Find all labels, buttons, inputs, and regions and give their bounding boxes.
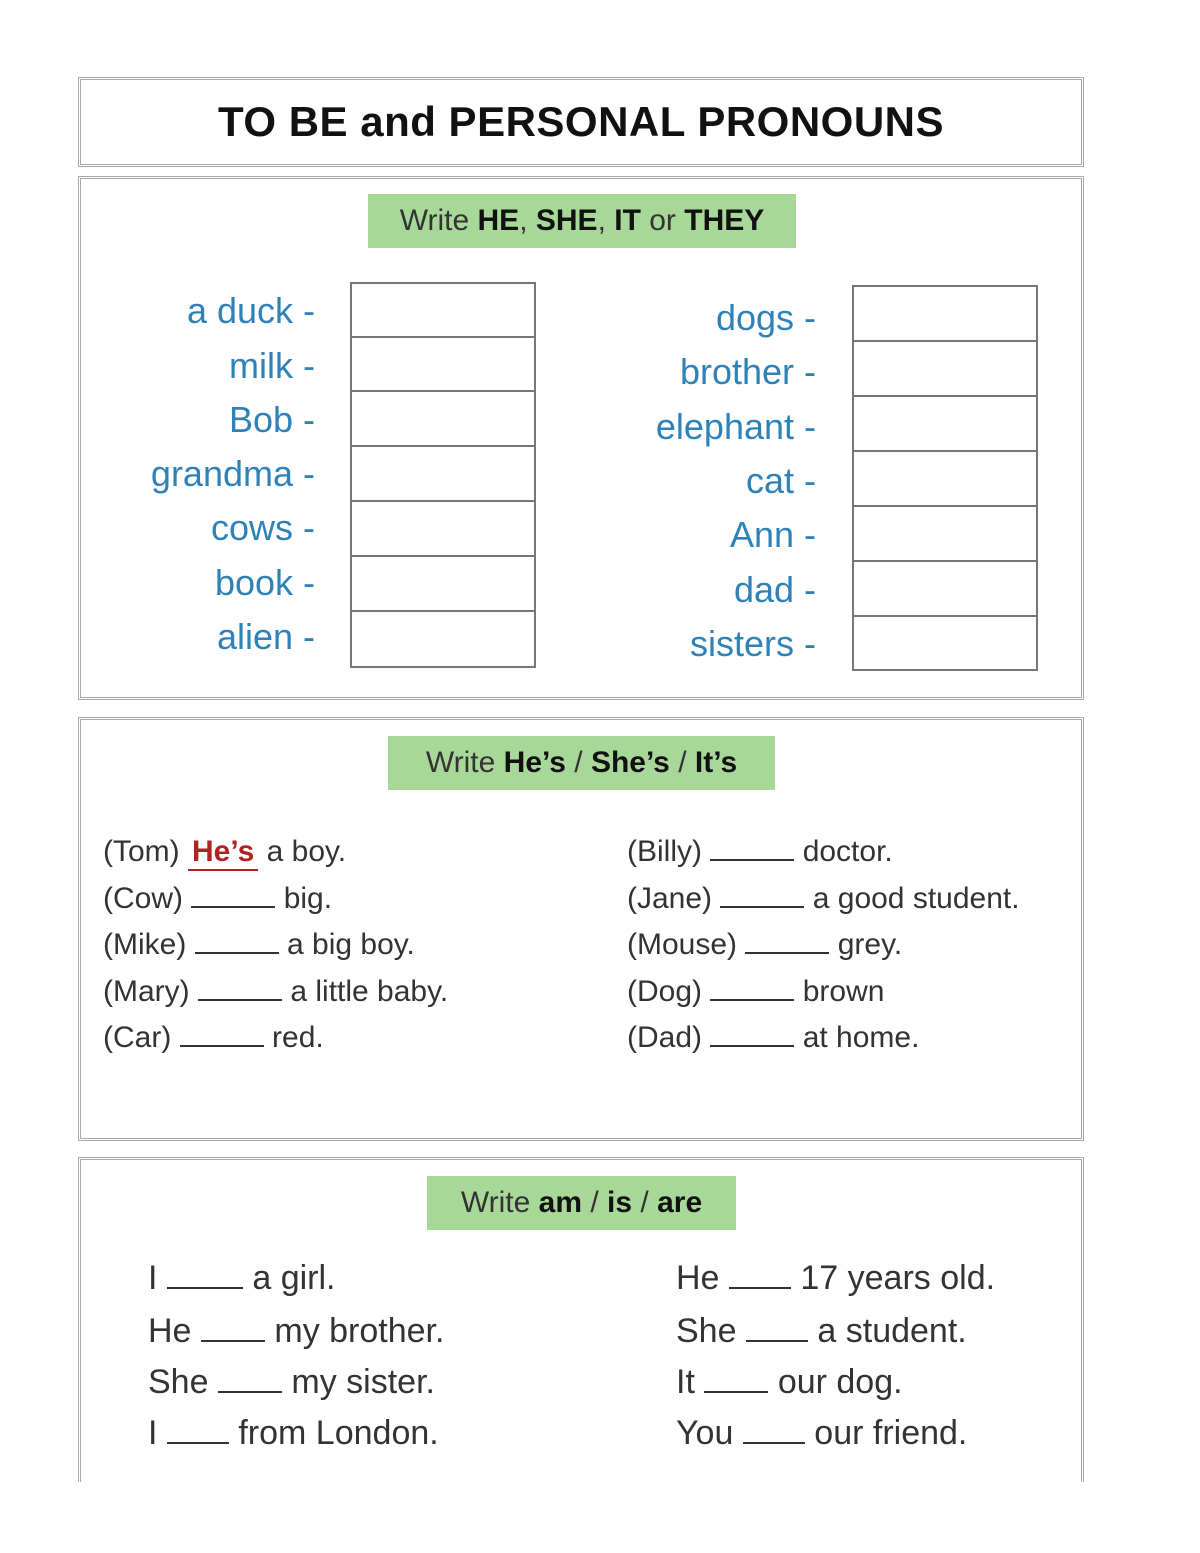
answer-blank[interactable] <box>720 906 804 908</box>
exercise3-left-2 <box>148 1312 444 1351</box>
sentence-rest: a boy. <box>266 835 347 868</box>
sentence-rest: our friend. <box>814 1414 968 1452</box>
exercise3-left-1 <box>148 1259 336 1298</box>
subject: (Dad) <box>627 1021 703 1054</box>
word-right-7: sisters - <box>690 623 816 664</box>
sentence-rest: red. <box>272 1021 324 1054</box>
answer-box-right-6[interactable] <box>852 560 1038 617</box>
section1-instruction: Write HE , SHE , IT or THEY <box>368 194 796 248</box>
example-answer: He’s <box>188 835 258 871</box>
word-left-5: cows - <box>210 507 315 548</box>
sentence-rest: a little baby. <box>290 975 449 1008</box>
subject: She <box>676 1312 737 1350</box>
answer-box-left-4[interactable] <box>350 445 536 502</box>
answer-blank[interactable] <box>746 1340 808 1342</box>
answer-box-left-7[interactable] <box>350 610 536 668</box>
exercise3-right-4 <box>676 1414 967 1453</box>
word-left-1: a duck - <box>186 290 315 331</box>
subject: (Mike) <box>103 928 187 961</box>
word-right-3: elephant - <box>655 406 816 447</box>
answer-box-left-6[interactable] <box>350 555 536 612</box>
exercise2-right-4 <box>627 975 884 1009</box>
subject: (Jane) <box>627 882 713 915</box>
subject: (Dog) <box>627 975 703 1008</box>
answer-blank[interactable] <box>743 1442 805 1444</box>
subject: (Mouse) <box>627 928 738 961</box>
exercise2-right-3 <box>627 928 902 962</box>
exercise3-left-3 <box>148 1363 435 1402</box>
subject: It <box>676 1363 695 1401</box>
answer-blank[interactable] <box>745 952 829 954</box>
subject: I <box>148 1259 158 1297</box>
answer-box-right-5[interactable] <box>852 505 1038 562</box>
sentence-rest: a good student. <box>812 882 1020 915</box>
answer-blank[interactable] <box>710 859 794 861</box>
sentence-rest: my sister. <box>291 1363 435 1401</box>
subject: (Mary) <box>103 975 190 1008</box>
answer-box-right-7[interactable] <box>852 615 1038 671</box>
answer-box-left-2[interactable] <box>350 336 536 392</box>
exercise2-right-1 <box>627 835 893 869</box>
answer-blank[interactable] <box>710 999 794 1001</box>
word-right-2: brother - <box>679 351 816 392</box>
subject: She <box>148 1363 209 1401</box>
answer-box-left-3[interactable] <box>350 390 536 447</box>
subject: (Car) <box>103 1021 172 1054</box>
answer-blank[interactable] <box>167 1442 229 1444</box>
answer-blank[interactable] <box>198 999 282 1001</box>
subject: You <box>676 1414 734 1452</box>
section2-instruction: Write He’s / She’s / It’s <box>388 736 775 790</box>
page-bottom-margin <box>0 1482 1200 1553</box>
subject: (Cow) <box>103 882 183 915</box>
word-left-7: alien - <box>216 616 315 657</box>
word-right-5: Ann - <box>729 514 816 555</box>
answer-box-left-1[interactable] <box>350 282 536 338</box>
answer-blank[interactable] <box>201 1340 265 1342</box>
sentence-rest: big. <box>283 882 333 915</box>
subject: (Billy) <box>627 835 702 868</box>
exercise2-right-5 <box>627 1021 919 1055</box>
sentence-rest: from London. <box>238 1414 439 1452</box>
answer-blank[interactable] <box>167 1287 243 1289</box>
exercise3-right-1 <box>676 1259 995 1298</box>
subject: (Tom) <box>103 835 180 868</box>
sentence-rest: a student. <box>817 1312 967 1350</box>
sentence-rest: 17 years old. <box>800 1259 996 1297</box>
answer-blank[interactable] <box>195 952 279 954</box>
exercise2-right-2 <box>627 882 1020 916</box>
sentence-rest: a girl. <box>252 1259 336 1297</box>
word-right-4: cat - <box>745 460 816 501</box>
subject: He <box>148 1312 192 1350</box>
answer-blank[interactable] <box>729 1287 791 1289</box>
answer-blank[interactable] <box>710 1045 794 1047</box>
subject: He <box>676 1259 720 1297</box>
sentence-rest: our dog. <box>777 1363 903 1401</box>
answer-box-right-1[interactable] <box>852 285 1038 342</box>
answer-blank[interactable] <box>180 1045 264 1047</box>
title-box <box>78 77 1084 167</box>
word-left-4: grandma - <box>150 453 315 494</box>
exercise2-left-2 <box>103 882 332 916</box>
exercise3-right-2 <box>676 1312 967 1351</box>
answer-blank[interactable] <box>218 1391 282 1393</box>
word-left-6: book - <box>214 562 315 603</box>
word-left-2: milk - <box>229 345 315 386</box>
answer-blank[interactable] <box>704 1391 768 1393</box>
sentence-rest: at home. <box>802 1021 920 1054</box>
exercise2-left-4 <box>103 975 448 1009</box>
answer-blank[interactable] <box>191 906 275 908</box>
word-right-1: dogs - <box>715 297 816 338</box>
subject: I <box>148 1414 158 1452</box>
sentence-rest: a big boy. <box>287 928 415 961</box>
sentence-rest: brown <box>802 975 885 1008</box>
exercise3-right-3 <box>676 1363 903 1402</box>
section3-instruction: Write am / is / are <box>427 1176 736 1230</box>
answer-box-right-4[interactable] <box>852 450 1038 507</box>
sentence-rest: my brother. <box>274 1312 445 1350</box>
answer-box-right-3[interactable] <box>852 395 1038 452</box>
exercise2-left-5 <box>103 1021 324 1055</box>
answer-box-left-5[interactable] <box>350 500 536 557</box>
word-left-3: Bob - <box>228 399 315 440</box>
worksheet-title: TO BE and PERSONAL PRONOUNS <box>217 98 945 145</box>
answer-box-right-2[interactable] <box>852 340 1038 397</box>
exercise2-left-3 <box>103 928 415 962</box>
sentence-rest: grey. <box>837 928 903 961</box>
word-right-6: dad - <box>733 569 816 610</box>
exercise3-left-4 <box>148 1414 439 1453</box>
exercise2-left-1 <box>103 835 346 871</box>
sentence-rest: doctor. <box>802 835 893 868</box>
